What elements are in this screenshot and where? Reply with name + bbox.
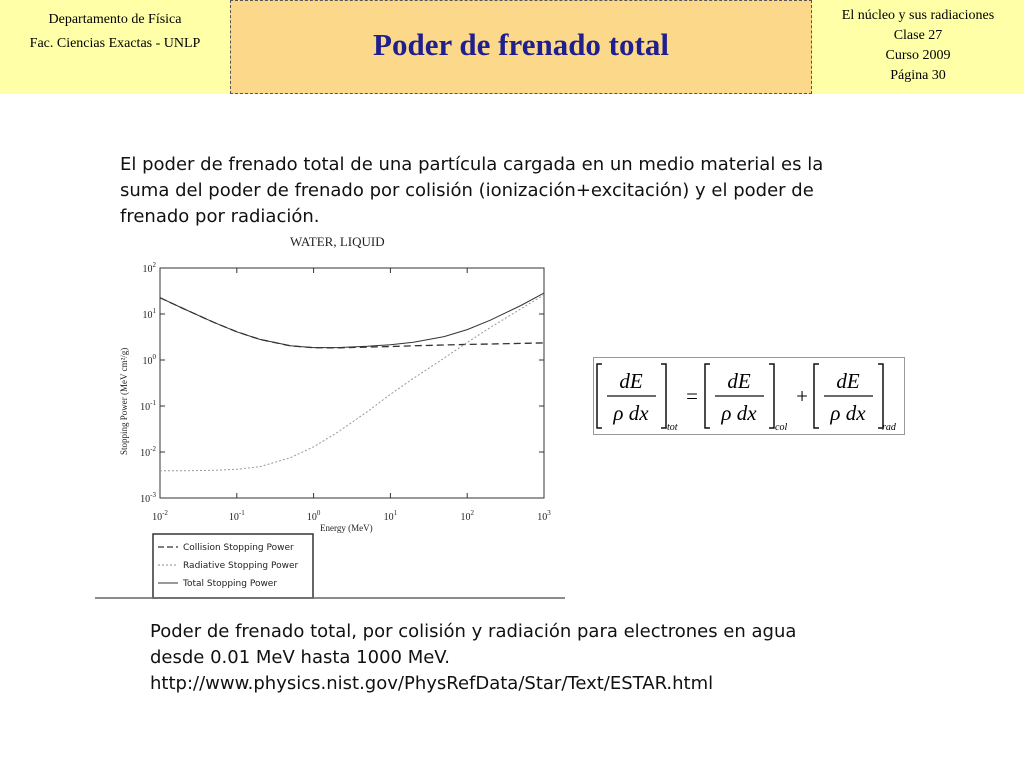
x-axis-label: Energy (MeV) bbox=[320, 523, 373, 533]
intro-line-3: frenado por radiación. bbox=[120, 206, 320, 227]
plot-area-frame bbox=[160, 268, 544, 498]
denominator-rad: ρ dx bbox=[830, 401, 866, 425]
stopping-power-formula bbox=[593, 357, 905, 435]
bracket-left-rad bbox=[814, 364, 819, 428]
equals-sign: = bbox=[686, 384, 698, 408]
plus-sign: + bbox=[796, 384, 808, 408]
y-tick-label-4: $10^1$ bbox=[142, 307, 156, 321]
class-number-label: Clase 27 bbox=[893, 28, 943, 43]
department-label: Departamento de Física bbox=[48, 12, 182, 27]
faculty-label: Fac. Ciencias Exactas - UNLP bbox=[29, 36, 201, 51]
y-tick-label-2: $10^{-1}$ bbox=[140, 399, 156, 413]
numerator-rad: dE bbox=[836, 369, 860, 393]
bracket-right-col bbox=[769, 364, 774, 428]
x-tick-label-3: $10^1$ bbox=[383, 509, 398, 523]
x-tick-label-5: $10^3$ bbox=[537, 509, 551, 523]
chart-caption bbox=[150, 619, 850, 697]
series-line-dashed bbox=[160, 298, 544, 348]
numerator-tot: dE bbox=[619, 369, 643, 393]
bracket-left-tot bbox=[597, 364, 602, 428]
denominator-tot: ρ dx bbox=[613, 401, 649, 425]
intro-line-2: suma del poder de frenado por colisión (ionización+excitación) y el poder de bbox=[120, 180, 814, 201]
page-title: Poder de frenado total bbox=[373, 27, 669, 62]
numerator-col: dE bbox=[727, 369, 751, 393]
subscript-col: col bbox=[775, 422, 788, 433]
legend-label-radiative: Radiative Stopping Power bbox=[183, 561, 299, 571]
legend-label-collision: Collision Stopping Power bbox=[183, 543, 294, 553]
bracket-left-col bbox=[705, 364, 710, 428]
intro-line-1: El poder de frenado total de una partícula cargada en un medio material es la bbox=[120, 154, 824, 175]
x-tick-label-2: $10^0$ bbox=[306, 509, 321, 523]
denominator-col: ρ dx bbox=[721, 401, 757, 425]
subscript-rad: rad bbox=[882, 422, 896, 433]
y-tick-label-1: $10^{-2}$ bbox=[140, 445, 156, 459]
y-axis-label: Stopping Power (MeV cm²/g) bbox=[119, 347, 129, 455]
series-line-solid bbox=[160, 293, 544, 348]
series-layer bbox=[160, 293, 544, 471]
caption-line-1: Poder de frenado total, por colisión y radiación para electrones en agua bbox=[150, 621, 797, 642]
y-tick-label-5: $10^2$ bbox=[142, 261, 156, 275]
source-url-link[interactable]: http://www.physics.nist.gov/PhysRefData/Star/Text/ESTAR.html bbox=[150, 673, 714, 694]
caption-line-2: desde 0.01 MeV hasta 1000 MeV. bbox=[150, 647, 451, 668]
legend-label-total: Total Stopping Power bbox=[183, 579, 278, 589]
chart-title: WATER, LIQUID bbox=[290, 234, 385, 249]
x-axis-ticks bbox=[152, 268, 551, 523]
x-tick-label-1: $10^{-1}$ bbox=[228, 509, 245, 523]
subscript-tot: tot bbox=[667, 422, 678, 433]
page-number-label: Página 30 bbox=[890, 68, 946, 83]
y-axis-ticks bbox=[140, 261, 544, 505]
x-tick-label-4: $10^2$ bbox=[460, 509, 474, 523]
y-tick-label-3: $10^0$ bbox=[142, 353, 156, 367]
y-tick-label-0: $10^{-3}$ bbox=[140, 491, 156, 505]
bracket-right-tot bbox=[661, 364, 666, 428]
bracket-right-rad bbox=[878, 364, 883, 428]
course-topic-label: El núcleo y sus radiaciones bbox=[841, 8, 995, 23]
course-year-label: Curso 2009 bbox=[885, 48, 951, 63]
x-tick-label-0: $10^{-2}$ bbox=[152, 509, 168, 523]
